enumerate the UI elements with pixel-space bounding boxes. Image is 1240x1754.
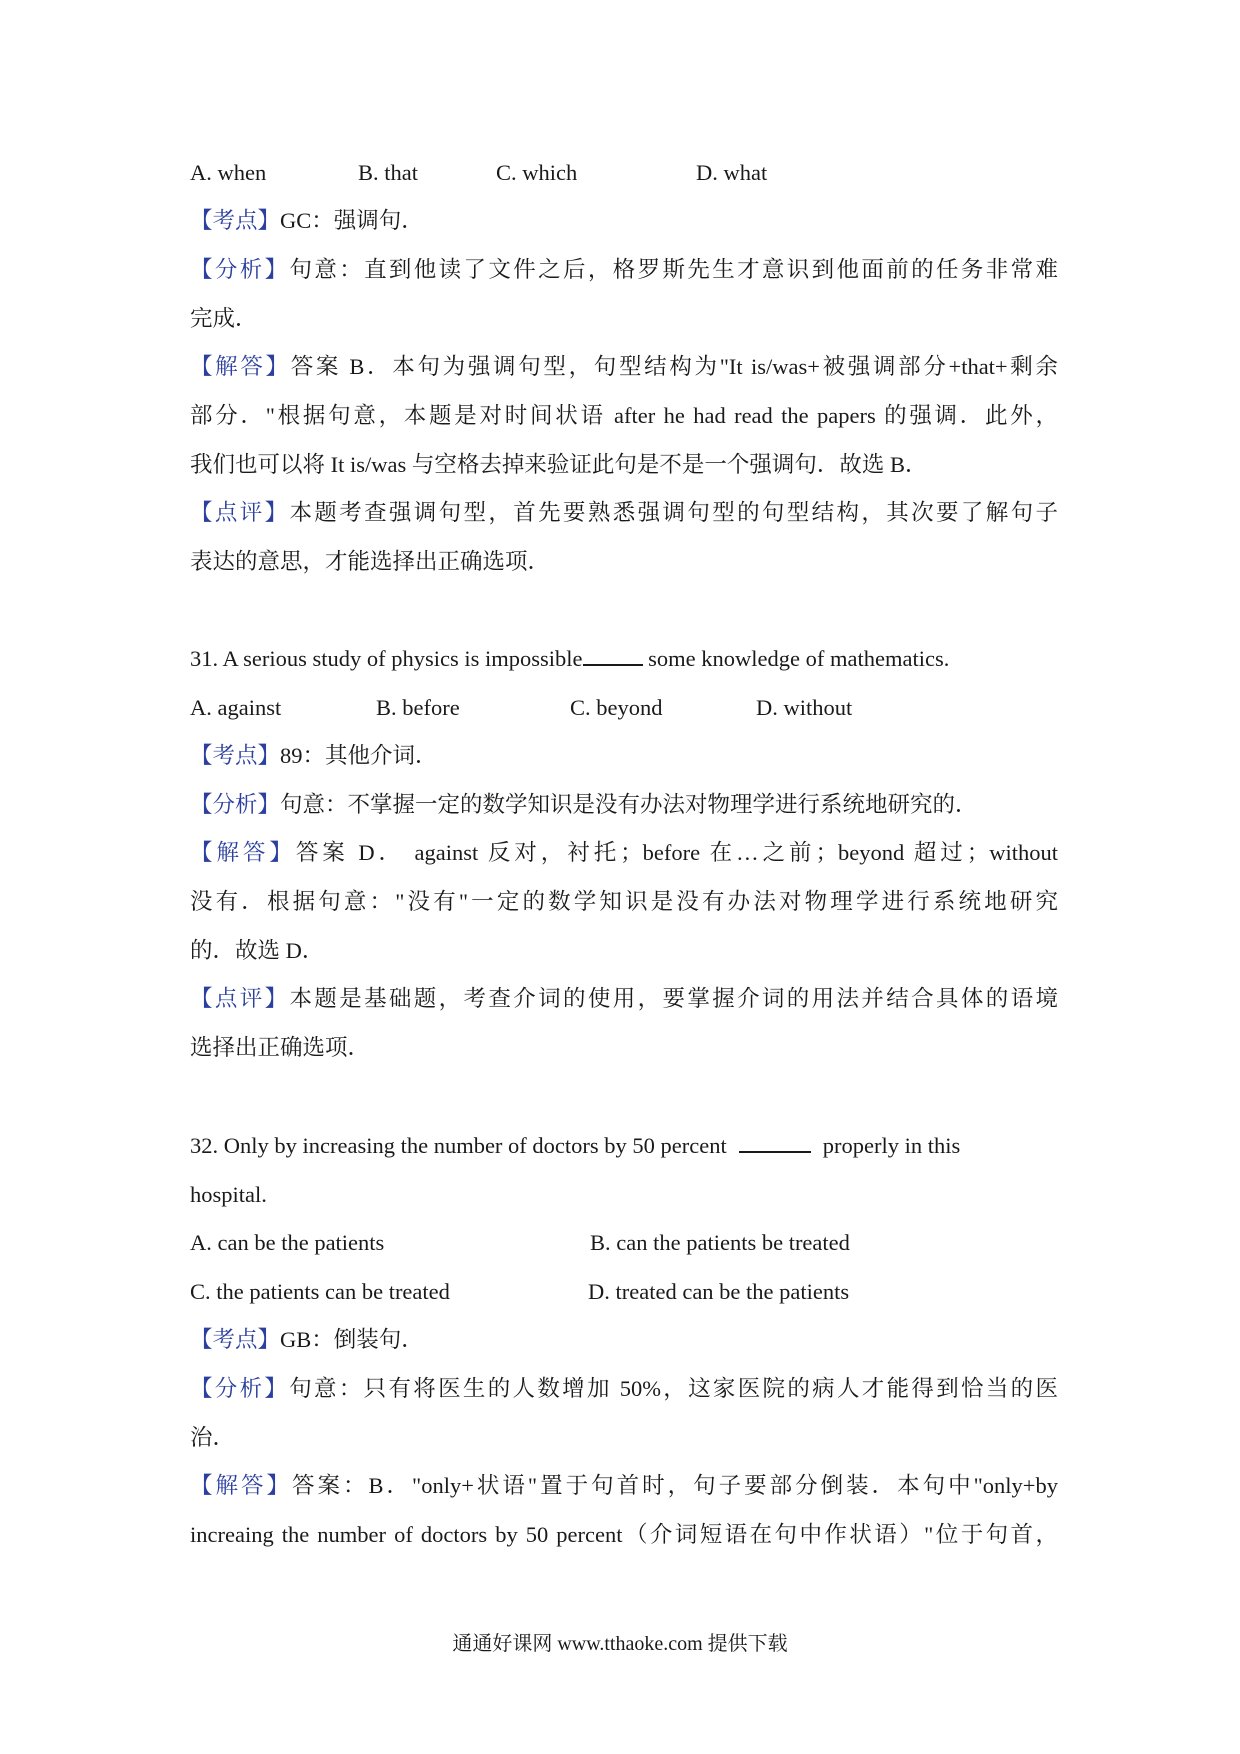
q31-kaodian bbox=[190, 741, 1058, 771]
q30-jieda-text-1: 答案 B．本句为强调句型，句型结构为"It is/was+被强调部分+that+剩余 bbox=[290, 354, 1058, 379]
q30-jieda bbox=[190, 352, 1058, 382]
q32-option-d: D. treated can be the patients bbox=[588, 1279, 850, 1304]
q32-fenxi-tag: 【分析】 bbox=[190, 1376, 290, 1401]
q31-dianping-line-2: 选择出正确选项． bbox=[190, 1035, 371, 1060]
q31-kaodian-tag: 【考点】 bbox=[190, 743, 281, 768]
q30-fenxi-line-2: 完成． bbox=[190, 306, 258, 331]
q32-jieda-text-1: 答案：B．"only+状语"置于句首时，句子要部分倒装．本句中"only+by bbox=[292, 1473, 1058, 1498]
q30-fenxi bbox=[190, 255, 1058, 285]
q31-option-d: D. without bbox=[756, 695, 853, 720]
q30-option-a: A. when bbox=[190, 160, 267, 185]
q32-stem-line-2: hospital. bbox=[190, 1182, 267, 1207]
q30-dianping-text-1: 本题考查强调句型，首先要熟悉强调句型的句型结构，其次要了解句子 bbox=[289, 500, 1058, 525]
q30-fenxi-tag: 【分析】 bbox=[190, 257, 290, 282]
q31-stem-end: some knowledge of mathematics. bbox=[642, 646, 950, 671]
q30-dianping-line-2: 表达的意思，才能选择出正确选项． bbox=[190, 549, 551, 574]
q31-fenxi-tag: 【分析】 bbox=[190, 792, 281, 817]
q32-option-b: B. can the patients be treated bbox=[590, 1230, 850, 1255]
q32-kaodian-tag: 【考点】 bbox=[190, 1327, 281, 1352]
q30-kaodian-tag: 【考点】 bbox=[190, 208, 281, 233]
q30-jieda-tag: 【解答】 bbox=[190, 354, 291, 379]
q31-answer-blank bbox=[583, 644, 643, 666]
page-footer: 通通好课网 www.tthaoke.com 提供下载 bbox=[452, 1633, 788, 1655]
q32-fenxi-text-1: 句意：只有将医生的人数增加 50%，这家医院的病人才能得到恰当的医 bbox=[289, 1376, 1058, 1401]
q30-jieda-line-2: 部分．"根据句意，本题是对时间状语 after he had read the papers 的强调．此外， bbox=[190, 403, 1058, 428]
q31-stem-start: 31. A serious study of physics is impossible bbox=[190, 646, 583, 671]
q31-stem bbox=[190, 644, 1058, 674]
q30-kaodian-text: GC：强调句． bbox=[280, 208, 424, 233]
q32-option-c: C. the patients can be treated bbox=[190, 1279, 450, 1304]
q32-stem-start: 32. Only by increasing the number of doctors by 50 percent bbox=[190, 1133, 727, 1158]
q31-jieda-line-2: 没有．根据句意："没有"一定的数学知识是没有办法对物理学进行系统地研究 bbox=[190, 889, 1058, 914]
q31-option-a: A. against bbox=[190, 695, 282, 720]
q31-dianping bbox=[190, 984, 1058, 1014]
q32-kaodian bbox=[190, 1325, 1058, 1355]
q30-dianping bbox=[190, 498, 1058, 528]
q32-fenxi bbox=[190, 1374, 1058, 1404]
q30-option-d: D. what bbox=[696, 160, 768, 185]
q30-option-b: B. that bbox=[358, 160, 418, 185]
q32-jieda-line-2: increaing the number of doctors by 50 percent（介词短语在句中作状语）"位于句首， bbox=[190, 1522, 1058, 1547]
q32-jieda-tag: 【解答】 bbox=[190, 1473, 293, 1498]
q32-option-a: A. can be the patients bbox=[190, 1230, 385, 1255]
q31-jieda bbox=[190, 838, 1058, 868]
q31-fenxi bbox=[190, 790, 1058, 820]
q31-dianping-tag: 【点评】 bbox=[190, 986, 290, 1011]
q30-jieda-line-3: 我们也可以将 It is/was 与空格去掉来验证此句是不是一个强调句．故选 B． bbox=[190, 452, 928, 477]
q31-jieda-text-1: 答案 D． against 反对，衬托；before 在…之前；beyond 超过；without bbox=[295, 840, 1058, 865]
q31-kaodian-text: 89：其他介词． bbox=[280, 743, 438, 768]
q31-jieda-tag: 【解答】 bbox=[190, 840, 296, 865]
q32-jieda bbox=[190, 1471, 1058, 1501]
q32-fenxi-line-2: 治． bbox=[190, 1425, 236, 1450]
q30-dianping-tag: 【点评】 bbox=[190, 500, 290, 525]
q31-option-b: B. before bbox=[376, 695, 460, 720]
q32-answer-blank bbox=[739, 1131, 811, 1153]
q31-option-c: C. beyond bbox=[570, 695, 663, 720]
q31-dianping-text-1: 本题是基础题，考查介词的使用，要掌握介词的用法并结合具体的语境 bbox=[289, 986, 1058, 1011]
q31-fenxi-text-1: 句意：不掌握一定的数学知识是没有办法对物理学进行系统地研究的． bbox=[280, 792, 978, 817]
q32-stem-end: properly in this bbox=[822, 1133, 961, 1158]
q30-kaodian bbox=[190, 206, 1058, 236]
q32-stem bbox=[190, 1131, 1058, 1161]
q30-option-c: C. which bbox=[496, 160, 578, 185]
q30-fenxi-text-1: 句意：直到他读了文件之后，格罗斯先生才意识到他面前的任务非常难 bbox=[289, 257, 1058, 282]
q31-jieda-line-3: 的．故选 D． bbox=[190, 938, 325, 963]
q32-kaodian-text: GB：倒装句． bbox=[280, 1327, 424, 1352]
